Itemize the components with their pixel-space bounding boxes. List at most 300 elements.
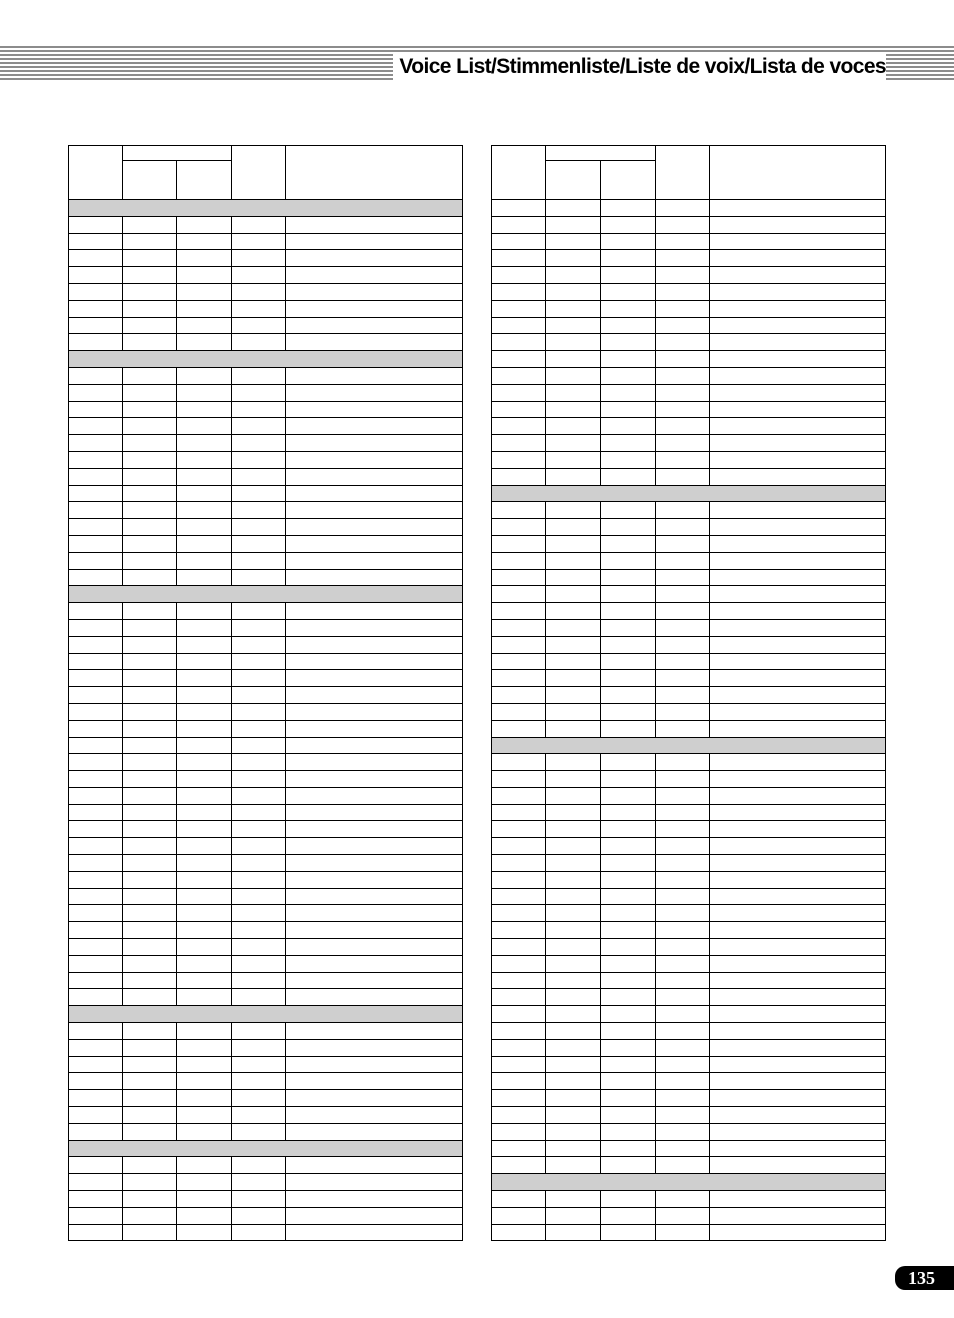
table-cell (601, 502, 656, 519)
table-cell (601, 1123, 656, 1140)
table-cell (286, 1090, 463, 1107)
table-row (492, 1157, 886, 1174)
table-cell (69, 636, 123, 653)
table-cell (177, 636, 232, 653)
table-cell (232, 233, 286, 250)
table-row (492, 838, 886, 855)
table-cell (546, 955, 601, 972)
table-cell (232, 552, 286, 569)
table-row (69, 1157, 463, 1174)
table-row (492, 821, 886, 838)
table-cell (232, 636, 286, 653)
table-cell (601, 283, 656, 300)
table-row (492, 451, 886, 468)
table-cell (286, 821, 463, 838)
table-cell (656, 619, 710, 636)
table-cell (601, 1107, 656, 1124)
table-cell (546, 351, 601, 368)
table-cell (69, 317, 123, 334)
table-cell (69, 468, 123, 485)
table-row (492, 1107, 886, 1124)
table-row (69, 267, 463, 284)
table-cell (177, 1207, 232, 1224)
table-cell (123, 300, 177, 317)
table-cell (69, 1090, 123, 1107)
header-cell-4 (232, 146, 286, 200)
table-cell (492, 1157, 546, 1174)
table-row (492, 703, 886, 720)
table-row (492, 351, 886, 368)
table-cell (656, 1107, 710, 1124)
table-cell (656, 939, 710, 956)
table-cell (492, 905, 546, 922)
table-cell (492, 334, 546, 351)
table-cell (601, 233, 656, 250)
table-cell (601, 939, 656, 956)
table-row (69, 485, 463, 502)
table-cell (232, 703, 286, 720)
table-cell (177, 871, 232, 888)
table-cell (123, 552, 177, 569)
table-cell (546, 519, 601, 536)
table-row (492, 250, 886, 267)
table-cell (232, 855, 286, 872)
table-cell (710, 468, 886, 485)
table-cell (492, 653, 546, 670)
table-cell (123, 703, 177, 720)
table-cell (177, 888, 232, 905)
table-row (69, 922, 463, 939)
table-row (69, 552, 463, 569)
table-cell (286, 233, 463, 250)
table-cell (492, 754, 546, 771)
table-row (492, 519, 886, 536)
table-cell (601, 838, 656, 855)
table-cell (601, 1224, 656, 1241)
table-row (492, 972, 886, 989)
table-cell (123, 888, 177, 905)
table-cell (601, 603, 656, 620)
table-cell (601, 871, 656, 888)
table-cell (656, 754, 710, 771)
table-cell (601, 636, 656, 653)
table-cell (492, 922, 546, 939)
table-cell (123, 250, 177, 267)
table-cell (492, 989, 546, 1006)
table-cell (546, 401, 601, 418)
table-cell (232, 367, 286, 384)
table-cell (546, 1140, 601, 1157)
table-cell (286, 1191, 463, 1208)
table-cell (710, 1073, 886, 1090)
table-cell (546, 1023, 601, 1040)
table-cell (710, 401, 886, 418)
table-row (492, 804, 886, 821)
table-cell (232, 1191, 286, 1208)
page-title: Voice List/Stimmenliste/Liste de voix/Lista de voces (393, 52, 886, 82)
table-cell (710, 367, 886, 384)
table-row (492, 468, 886, 485)
table-cell (123, 1073, 177, 1090)
table-row (492, 687, 886, 704)
table-cell (492, 283, 546, 300)
table-row (492, 603, 886, 620)
table-cell (601, 653, 656, 670)
table-cell (492, 603, 546, 620)
table-cell (710, 267, 886, 284)
table-row (69, 1107, 463, 1124)
table-cell (232, 1090, 286, 1107)
table-cell (177, 435, 232, 452)
table-cell (656, 603, 710, 620)
table-cell (177, 552, 232, 569)
table-row (69, 384, 463, 401)
table-cell (546, 468, 601, 485)
header-subcell (123, 161, 177, 200)
table-cell (492, 233, 546, 250)
table-cell (232, 535, 286, 552)
table-row (492, 1023, 886, 1040)
table-cell (232, 955, 286, 972)
table-cell (601, 367, 656, 384)
table-cell (710, 535, 886, 552)
header-cell-1 (69, 146, 123, 200)
table-cell (69, 334, 123, 351)
table-cell (492, 939, 546, 956)
table-cell (286, 334, 463, 351)
table-row (492, 1073, 886, 1090)
table-cell (492, 569, 546, 586)
table-row (492, 619, 886, 636)
table-cell (123, 972, 177, 989)
table-cell (123, 1191, 177, 1208)
table-cell (286, 703, 463, 720)
table-row (69, 737, 463, 754)
table-row (492, 1224, 886, 1241)
table-cell (656, 552, 710, 569)
table-cell (69, 451, 123, 468)
table-cell (710, 1107, 886, 1124)
category-band (69, 1006, 463, 1023)
table-row (492, 787, 886, 804)
table-cell (546, 283, 601, 300)
table-cell (69, 216, 123, 233)
table-cell (656, 687, 710, 704)
table-cell (123, 687, 177, 704)
table-cell (492, 955, 546, 972)
table-cell (601, 1140, 656, 1157)
table-cell (286, 1207, 463, 1224)
table-cell (123, 519, 177, 536)
table-cell (546, 1207, 601, 1224)
table-cell (232, 569, 286, 586)
table-cell (286, 1107, 463, 1124)
table-cell (69, 300, 123, 317)
table-cell (492, 351, 546, 368)
table-cell (492, 1107, 546, 1124)
table-cell (69, 519, 123, 536)
category-band-cell (69, 1006, 463, 1023)
table-cell (286, 267, 463, 284)
table-cell (656, 200, 710, 217)
table-cell (232, 283, 286, 300)
category-band-cell (69, 1140, 463, 1157)
table-cell (492, 519, 546, 536)
table-cell (546, 1006, 601, 1023)
table-cell (601, 787, 656, 804)
table-cell (710, 989, 886, 1006)
table-cell (601, 519, 656, 536)
table-cell (656, 569, 710, 586)
header-subcell (546, 161, 601, 200)
table-cell (286, 216, 463, 233)
table-cell (177, 1039, 232, 1056)
table-cell (69, 670, 123, 687)
table-cell (656, 771, 710, 788)
table-cell (286, 468, 463, 485)
table-cell (69, 989, 123, 1006)
table-cell (232, 1174, 286, 1191)
table-cell (710, 636, 886, 653)
table-cell (232, 1073, 286, 1090)
table-cell (123, 922, 177, 939)
table-cell (286, 754, 463, 771)
table-cell (601, 1023, 656, 1040)
table-cell (69, 619, 123, 636)
table-cell (123, 401, 177, 418)
table-cell (492, 267, 546, 284)
table-row (492, 300, 886, 317)
table-cell (177, 233, 232, 250)
table-row (69, 804, 463, 821)
table-header-row (69, 146, 463, 161)
table-cell (492, 871, 546, 888)
table-cell (232, 922, 286, 939)
table-cell (492, 636, 546, 653)
table-cell (286, 569, 463, 586)
table-cell (710, 317, 886, 334)
table-cell (69, 804, 123, 821)
table-row (492, 855, 886, 872)
table-cell (123, 787, 177, 804)
table-cell (286, 939, 463, 956)
table-row (69, 989, 463, 1006)
table-cell (601, 535, 656, 552)
header-cell-5 (710, 146, 886, 200)
table-cell (710, 603, 886, 620)
table-row (492, 1056, 886, 1073)
table-cell (123, 821, 177, 838)
table-row (69, 754, 463, 771)
table-cell (710, 451, 886, 468)
table-cell (710, 1039, 886, 1056)
table-cell (177, 468, 232, 485)
table-cell (232, 519, 286, 536)
table-cell (546, 922, 601, 939)
table-cell (232, 334, 286, 351)
table-cell (286, 619, 463, 636)
table-cell (492, 300, 546, 317)
category-band (69, 351, 463, 368)
table-row (492, 939, 886, 956)
table-cell (232, 871, 286, 888)
table-cell (656, 1056, 710, 1073)
table-cell (123, 267, 177, 284)
table-row (492, 1006, 886, 1023)
table-cell (601, 855, 656, 872)
table-row (69, 972, 463, 989)
table-cell (656, 972, 710, 989)
table-cell (286, 771, 463, 788)
table-row (69, 670, 463, 687)
table-cell (710, 754, 886, 771)
table-cell (492, 804, 546, 821)
table-cell (232, 485, 286, 502)
table-cell (232, 653, 286, 670)
table-cell (492, 468, 546, 485)
table-cell (123, 636, 177, 653)
table-cell (69, 871, 123, 888)
table-cell (601, 703, 656, 720)
table-cell (601, 1006, 656, 1023)
table-cell (710, 619, 886, 636)
table-cell (232, 771, 286, 788)
table-cell (69, 1023, 123, 1040)
table-cell (546, 703, 601, 720)
table-cell (710, 1224, 886, 1241)
table-cell (177, 317, 232, 334)
table-cell (656, 905, 710, 922)
table-cell (492, 535, 546, 552)
table-cell (601, 754, 656, 771)
table-cell (546, 687, 601, 704)
table-cell (232, 502, 286, 519)
table-cell (177, 401, 232, 418)
table-cell (546, 267, 601, 284)
table-cell (286, 485, 463, 502)
table-cell (656, 468, 710, 485)
table-cell (546, 233, 601, 250)
table-cell (177, 653, 232, 670)
table-cell (177, 972, 232, 989)
table-cell (546, 216, 601, 233)
table-row (492, 720, 886, 737)
table-cell (177, 485, 232, 502)
table-cell (177, 670, 232, 687)
table-cell (123, 435, 177, 452)
voice-list-table-left (68, 145, 463, 1241)
table-cell (232, 435, 286, 452)
table-cell (492, 418, 546, 435)
table-row (492, 670, 886, 687)
table-cell (710, 972, 886, 989)
table-row (69, 535, 463, 552)
table-cell (123, 804, 177, 821)
header-cell-group (123, 146, 232, 161)
table-cell (69, 972, 123, 989)
table-cell (69, 787, 123, 804)
table-row (492, 502, 886, 519)
table-cell (601, 1039, 656, 1056)
table-cell (232, 821, 286, 838)
table-row (492, 1039, 886, 1056)
table-cell (546, 787, 601, 804)
table-row (492, 317, 886, 334)
table-row (69, 720, 463, 737)
table-cell (546, 1056, 601, 1073)
table-row (69, 855, 463, 872)
header-cell-5 (286, 146, 463, 200)
table-cell (177, 300, 232, 317)
table-cell (601, 1073, 656, 1090)
table-cell (656, 435, 710, 452)
table-row (492, 334, 886, 351)
table-row (492, 771, 886, 788)
table-cell (177, 619, 232, 636)
table-cell (286, 653, 463, 670)
table-cell (492, 1006, 546, 1023)
table-row (69, 418, 463, 435)
table-row (69, 687, 463, 704)
table-cell (69, 401, 123, 418)
table-row (69, 435, 463, 452)
table-cell (601, 888, 656, 905)
table-cell (123, 216, 177, 233)
table-cell (546, 1039, 601, 1056)
table-cell (177, 1174, 232, 1191)
table-cell (69, 485, 123, 502)
category-band (492, 737, 886, 754)
table-row (492, 1191, 886, 1208)
table-cell (601, 351, 656, 368)
table-cell (546, 1157, 601, 1174)
table-cell (601, 586, 656, 603)
table-cell (123, 670, 177, 687)
table-cell (492, 787, 546, 804)
table-cell (492, 586, 546, 603)
table-cell (69, 939, 123, 956)
table-cell (69, 1073, 123, 1090)
table-cell (123, 1123, 177, 1140)
table-cell (656, 1123, 710, 1140)
table-cell (546, 670, 601, 687)
table-cell (69, 283, 123, 300)
table-cell (177, 1056, 232, 1073)
page-number: 135 (895, 1266, 954, 1290)
table-cell (710, 300, 886, 317)
table-row (492, 1090, 886, 1107)
table-cell (710, 687, 886, 704)
table-cell (286, 855, 463, 872)
table-cell (710, 384, 886, 401)
table-cell (601, 1157, 656, 1174)
table-row (492, 384, 886, 401)
table-cell (232, 687, 286, 704)
category-band-cell (492, 1174, 886, 1191)
table-cell (601, 552, 656, 569)
table-cell (710, 216, 886, 233)
table-cell (123, 418, 177, 435)
table-cell (286, 367, 463, 384)
table-cell (546, 905, 601, 922)
table-cell (123, 367, 177, 384)
table-cell (710, 771, 886, 788)
table-cell (710, 1191, 886, 1208)
table-row (492, 283, 886, 300)
table-cell (710, 871, 886, 888)
table-row (69, 317, 463, 334)
category-band (69, 200, 463, 217)
